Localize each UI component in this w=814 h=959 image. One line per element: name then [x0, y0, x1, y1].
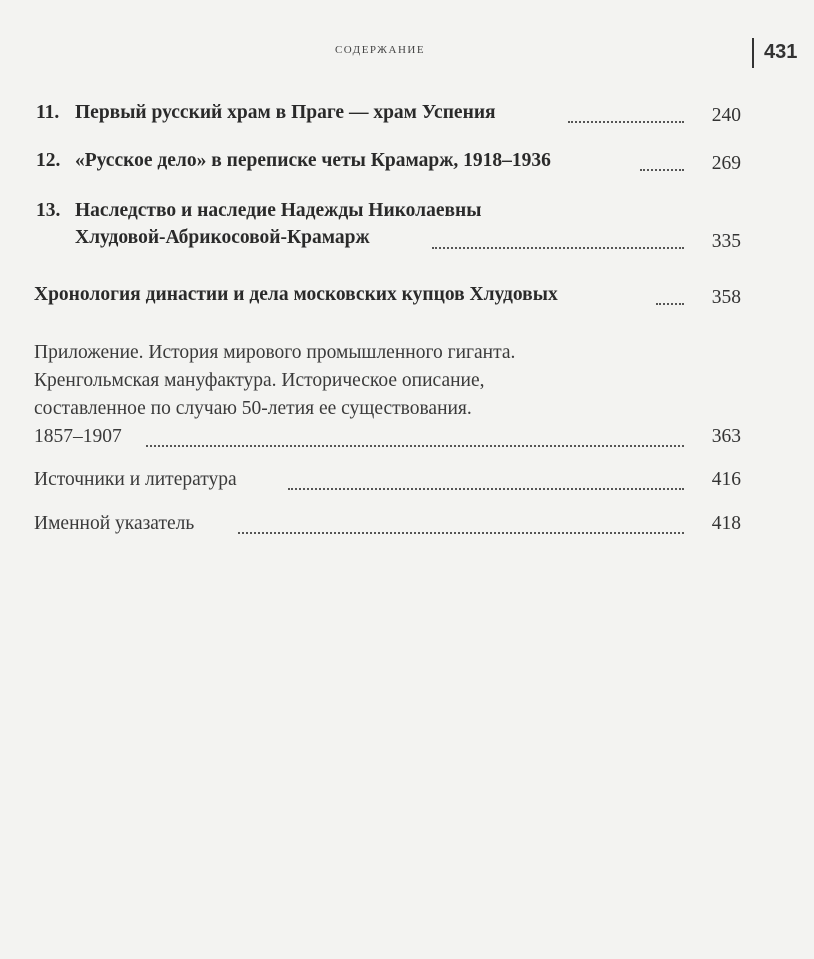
leader-dots [640, 169, 684, 171]
toc-entry-page: 335 [711, 231, 741, 252]
toc-entry-title-line: 1857–1907 [34, 426, 122, 447]
leader-dots [568, 121, 684, 123]
toc-entry-page: 418 [711, 513, 741, 534]
toc-entry-title [36, 102, 496, 124]
toc-entry-title-line: «Русское дело» в переписке четы Крамарж, 1918–1936 [75, 150, 551, 171]
toc-entry-title-line: Наследство и наследие Надежды Николаевны [75, 200, 482, 221]
toc-entry-title-line-2: Хлудовой-Абрикосовой-Крамарж [75, 227, 370, 248]
toc-entry-title-line: Кренгольмская мануфактура. Историческое описание, [34, 370, 485, 391]
page-number: 431 [764, 41, 798, 63]
toc-entry-title [36, 150, 551, 172]
toc-entry-title-line: составленное по случаю 50-летия ее существования. [34, 398, 472, 419]
leader-dots [288, 488, 684, 490]
toc-entry-number: 12. [36, 150, 61, 171]
toc-entry-title [36, 200, 482, 222]
toc-entry-title-line: Хронология династии и дела московских купцов Хлудовых [34, 284, 558, 305]
toc-entry-title-line: Первый русский храм в Праге — храм Успения [75, 102, 496, 123]
toc-entry-page: 363 [711, 426, 741, 447]
toc-entry-title-line: Источники и литература [34, 469, 237, 490]
running-head: СОДЕРЖАНИЕ [334, 44, 426, 56]
leader-dots [432, 247, 684, 249]
toc-entry-number: 13. [36, 200, 61, 221]
toc-entry-page: 416 [711, 469, 741, 490]
toc-entry-page: 269 [711, 153, 741, 174]
page-number-rule [752, 38, 754, 68]
toc-entry-page: 240 [711, 105, 741, 126]
toc-entry-title-line: Приложение. История мирового промышленного гиганта. [34, 342, 516, 363]
leader-dots [146, 445, 684, 447]
toc-entry-page: 358 [711, 287, 741, 308]
leader-dots [656, 303, 684, 305]
toc-entry-number: 11. [36, 102, 60, 123]
toc-entry-title-line: Именной указатель [34, 513, 195, 534]
leader-dots [238, 532, 684, 534]
